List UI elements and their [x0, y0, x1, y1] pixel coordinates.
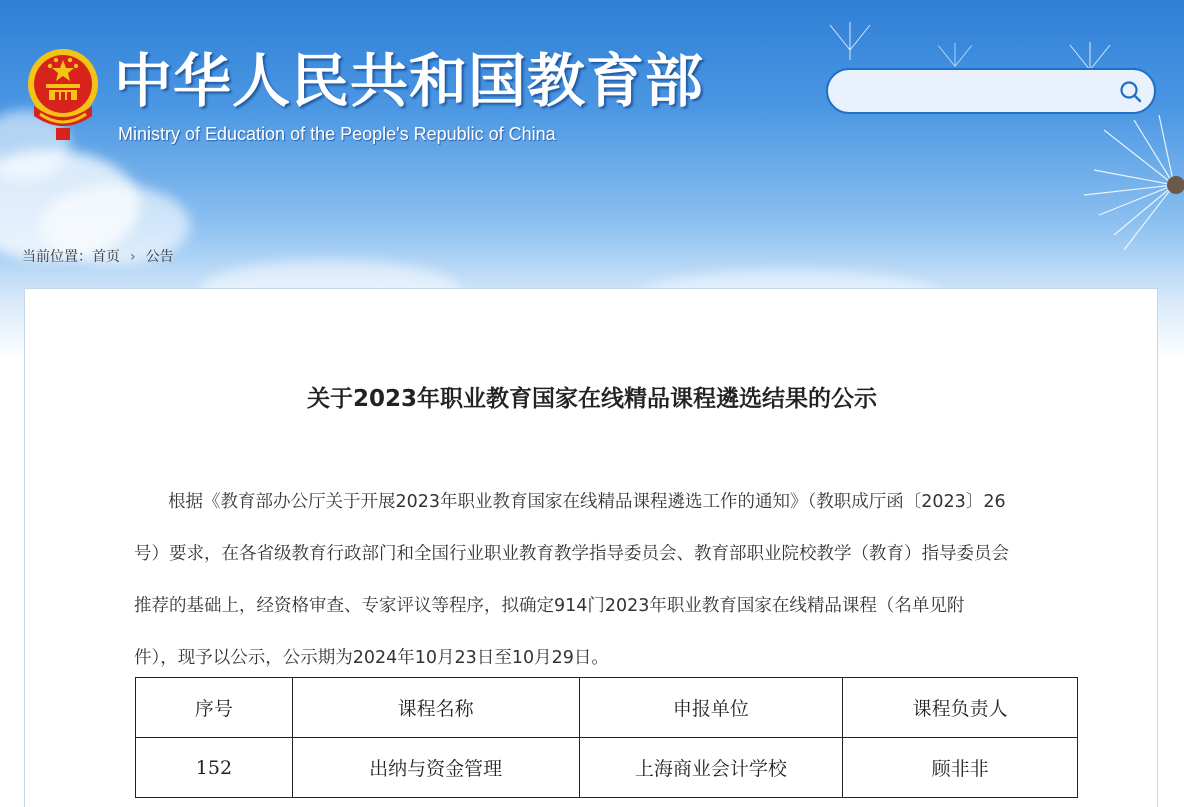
article-title: 关于2023年职业教育国家在线精品课程遴选结果的公示 — [306, 386, 877, 412]
breadcrumb-current[interactable]: 公告 — [145, 249, 174, 265]
search-box[interactable] — [826, 68, 1156, 114]
header-serial-number: 序号 — [136, 678, 293, 738]
national-emblem-icon — [26, 44, 100, 144]
cell-applicant-unit: 上海商业会计学校 — [579, 738, 843, 798]
header-course-name: 课程名称 — [292, 678, 579, 738]
site-subtitle: Ministry of Education of the People's Republic of China — [118, 124, 556, 144]
dandelion-seed-icon — [820, 20, 880, 60]
breadcrumb-prefix: 当前位置： — [22, 249, 92, 265]
header-applicant-unit: 申报单位 — [579, 678, 843, 738]
article-line: 根据《教育部办公厅关于开展2023年职业教育国家在线精品课程遴选工作的通知》（教职成厅函〔2023〕26 — [168, 492, 1006, 512]
article-line: 号）要求，在各省级教育行政部门和全国行业职业教育教学指导委员会、教育部职业院校教学（教育）指导委员会 — [134, 544, 1009, 564]
site-title[interactable]: 中华人民共和国教育部 — [114, 47, 705, 115]
search-input[interactable] — [842, 78, 1112, 106]
cell-serial-number: 152 — [136, 738, 293, 798]
article-line: 件），现予以公示，公示期为2024年10月23日至10月29日。 — [134, 648, 609, 668]
breadcrumb — [22, 246, 174, 266]
course-table — [135, 677, 1078, 798]
search-icon[interactable] — [1118, 79, 1144, 105]
article-line: 推荐的基础上，经资格审查、专家评议等程序，拟确定914门2023年职业教育国家在线精品课程（名单见附 — [134, 596, 965, 616]
table-header-row — [136, 678, 1078, 738]
breadcrumb-separator: › — [130, 249, 136, 265]
table-row — [136, 738, 1078, 798]
breadcrumb-home-link[interactable]: 首页 — [92, 249, 120, 265]
dandelion-icon — [1064, 110, 1184, 260]
cell-course-leader: 顾非非 — [843, 738, 1078, 798]
cell-course-name: 出纳与资金管理 — [292, 738, 579, 798]
article-body — [134, 476, 1054, 684]
header-course-leader: 课程负责人 — [843, 678, 1078, 738]
